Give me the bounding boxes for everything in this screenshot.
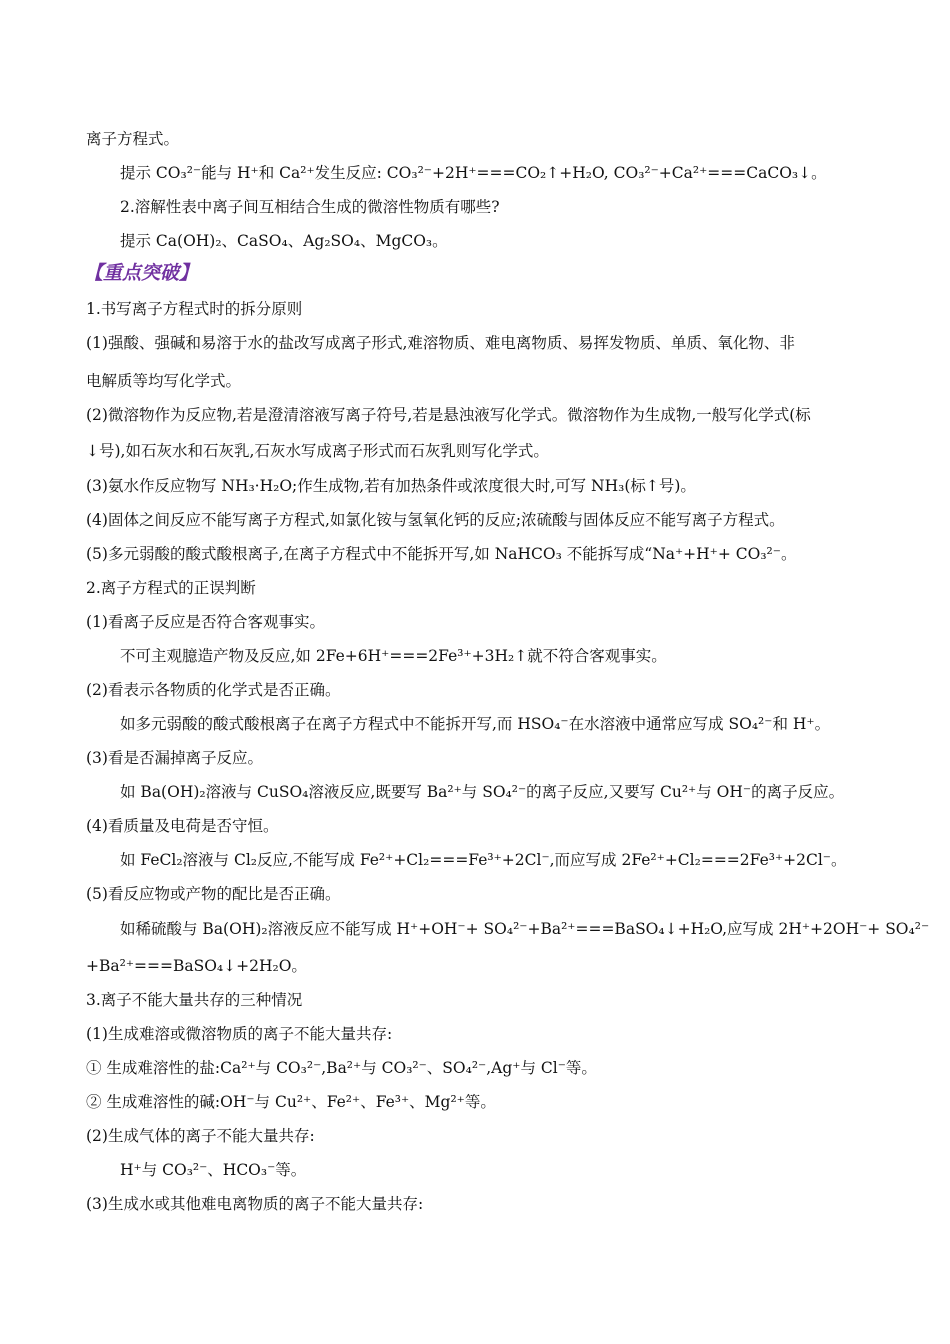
question-line: 2.溶解性表中离子间互相结合生成的微溶性物质有哪些? <box>120 198 500 216</box>
paragraph-line: ② 生成难溶性的碱:OH⁻与 Cu²⁺、Fe²⁺、Fe³⁺、Mg²⁺等。 <box>86 1093 496 1111</box>
paragraph-line: (3)氨水作反应物写 NH₃·H₂O;作生成物,若有加热条件或浓度很大时,可写 NH₃(标↑号)。 <box>86 477 696 495</box>
paragraph-line: 电解质等均写化学式。 <box>86 372 242 390</box>
subheading: 1.书写离子方程式时的拆分原则 <box>86 300 303 318</box>
paragraph-line: (2)微溶物作为反应物,若是澄清溶液写离子符号,若是悬浊液写化学式。微溶物作为生成物,一般写化学式(标 <box>86 406 811 424</box>
paragraph-line: H⁺与 CO₃²⁻、HCO₃⁻等。 <box>120 1161 307 1179</box>
paragraph-line: 不可主观臆造产物及反应,如 2Fe+6H⁺===2Fe³⁺+3H₂↑就不符合客观事实。 <box>120 647 667 665</box>
paragraph-line: (4)看质量及电荷是否守恒。 <box>86 817 279 835</box>
paragraph-line: (2)看表示各物质的化学式是否正确。 <box>86 681 341 699</box>
paragraph-line: (1)生成难溶或微溶物质的离子不能大量共存: <box>86 1025 393 1043</box>
paragraph-line: ↓号),如石灰水和石灰乳,石灰水写成离子形式而石灰乳则写化学式。 <box>86 442 549 460</box>
paragraph-line: (2)生成气体的离子不能大量共存: <box>86 1127 315 1145</box>
paragraph-line: 如 FeCl₂溶液与 Cl₂反应,不能写成 Fe²⁺+Cl₂===Fe³⁺+2Cl⁻,而应写成 2Fe²⁺+Cl₂===2Fe³⁺+2Cl⁻。 <box>120 851 847 869</box>
paragraph-line: 如稀硫酸与 Ba(OH)₂溶液反应不能写成 H⁺+OH⁻+ SO₄²⁻+Ba²⁺===BaSO₄↓+H₂O,应写成 2H⁺+2OH⁻+ SO₄²⁻ <box>120 920 930 938</box>
paragraph-line: (3)生成水或其他难电离物质的离子不能大量共存: <box>86 1195 424 1213</box>
paragraph-line: 离子方程式。 <box>86 130 180 148</box>
paragraph-line: (1)看离子反应是否符合客观事实。 <box>86 613 325 631</box>
paragraph-line: (5)多元弱酸的酸式酸根离子,在离子方程式中不能拆开写,如 NaHCO₃ 不能拆写成“Na⁺+H⁺+ CO₃²⁻。 <box>86 545 797 563</box>
subheading: 3.离子不能大量共存的三种情况 <box>86 991 303 1009</box>
subheading: 2.离子方程式的正误判断 <box>86 579 256 597</box>
paragraph-line: (3)看是否漏掉离子反应。 <box>86 749 263 767</box>
hint-line: 提示 CO₃²⁻能与 H⁺和 Ca²⁺发生反应: CO₃²⁻+2H⁺===CO₂↑+H₂O, CO₃²⁻+Ca²⁺===CaCO₃↓。 <box>120 164 827 182</box>
paragraph-line: +Ba²⁺===BaSO₄↓+2H₂O。 <box>86 957 307 975</box>
paragraph-line: 如多元弱酸的酸式酸根离子在离子方程式中不能拆开写,而 HSO₄⁻在水溶液中通常应写成 SO₄²⁻和 H⁺。 <box>120 715 831 733</box>
paragraph-line: (4)固体之间反应不能写离子方程式,如氯化铵与氢氧化钙的反应;浓硫酸与固体反应不能写离子方程式。 <box>86 511 785 529</box>
hint-line: 提示 Ca(OH)₂、CaSO₄、Ag₂SO₄、MgCO₃。 <box>120 232 448 250</box>
paragraph-line: (5)看反应物或产物的配比是否正确。 <box>86 885 341 903</box>
section-heading: 【重点突破】 <box>84 262 199 284</box>
paragraph-line: 如 Ba(OH)₂溶液与 CuSO₄溶液反应,既要写 Ba²⁺与 SO₄²⁻的离子反应,又要写 Cu²⁺与 OH⁻的离子反应。 <box>120 783 845 801</box>
paragraph-line: (1)强酸、强碱和易溶于水的盐改写成离子形式,难溶物质、难电离物质、易挥发物质、单质、氧化物、非 <box>86 334 795 352</box>
paragraph-line: ① 生成难溶性的盐:Ca²⁺与 CO₃²⁻,Ba²⁺与 CO₃²⁻、SO₄²⁻,Ag⁺与 Cl⁻等。 <box>86 1059 597 1077</box>
